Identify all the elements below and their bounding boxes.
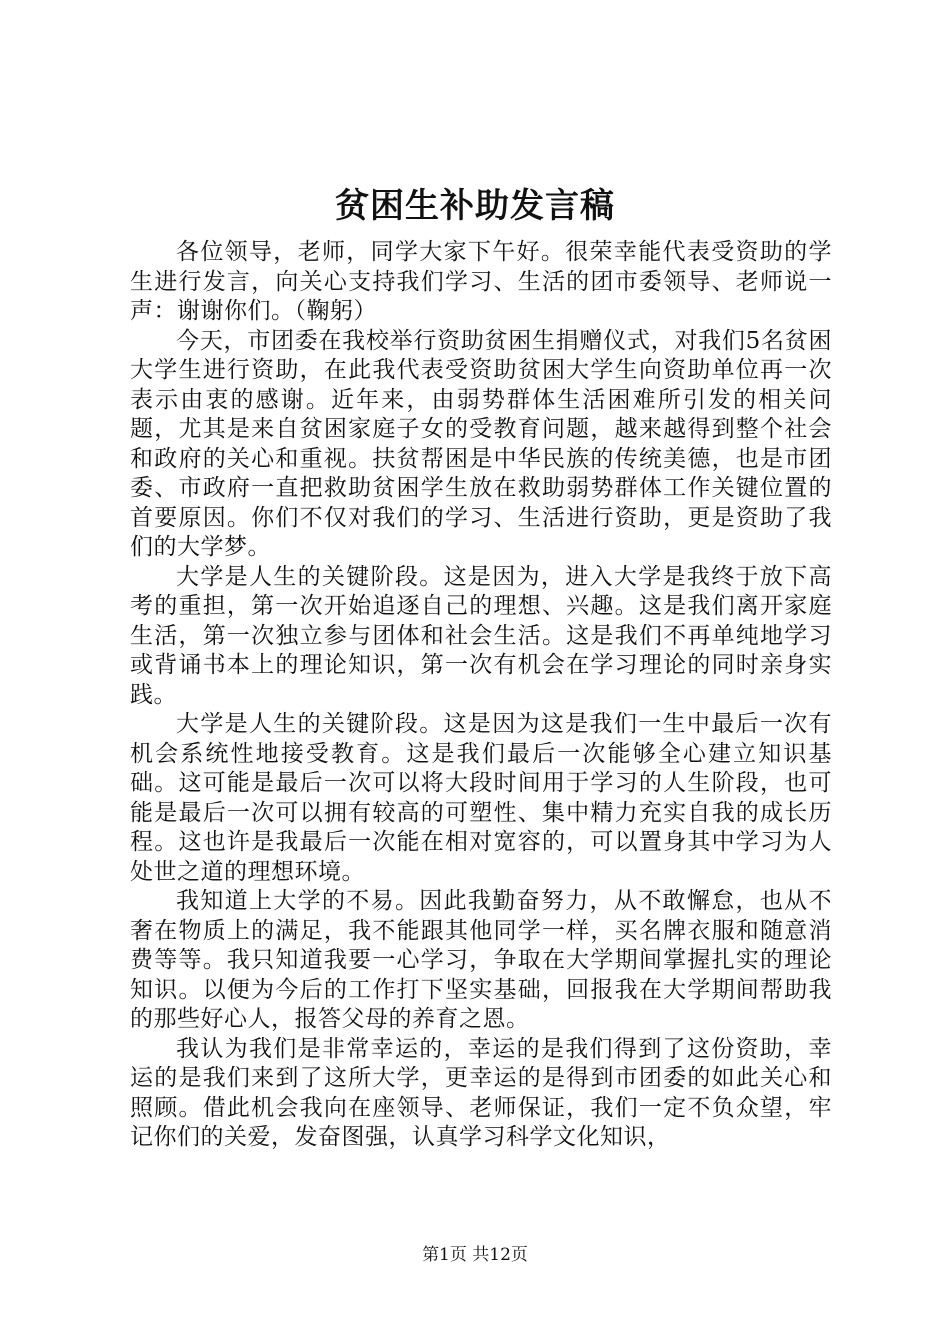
paragraph-greeting: 各位领导，老师，同学大家下午好。很荣幸能代表受资助的学生进行发言，向关心支持我们学习、生活的团市委领导、老师说一声：谢谢你们。（鞠躬）	[130, 239, 832, 324]
paragraph-gratitude: 我认为我们是非常幸运的，幸运的是我们得到了这份资助，幸运的是我们来到了这所大学，更幸运的是得到市团委的如此关心和照顾。借此机会我向在座领导、老师保证，我们一定不负众望，牢记你们的关爱，发奋图强，认真学习科学文化知识，	[130, 1035, 832, 1150]
paragraph-university-stage-1: 大学是人生的关键阶段。这是因为，进入大学是我终于放下高考的重担，第一次开始追逐自己的理想、兴趣。这是我们离开家庭生活，第一次独立参与团体和社会生活。这是我们不再单纯地学习或背诵书本上的理论知识，第一次有机会在学习理论的同时亲身实践。	[130, 563, 832, 708]
document-title: 贫困生补助发言稿	[335, 186, 615, 226]
paragraph-hard-work: 我知道上大学的不易。因此我勤奋努力，从不敢懈怠，也从不奢在物质上的满足，我不能跟其他同学一样，买名牌衣服和随意消费等等。我只知道我要一心学习，争取在大学期间掌握扎实的理论知识。以便为今后的工作打下坚实基础，回报我在大学期间帮助我的那些好心人，报答父母的养育之恩。	[130, 888, 832, 1032]
document-body	[130, 238, 832, 1153]
paragraph-ceremony: 今天，市团委在我校举行资助贫困生捐赠仪式，对我们5名贫困大学生进行资助，在此我代表受资助贫困大学生向资助单位再一次表示由衷的感谢。近年来，由弱势群体生活困难所引发的相关问题，尤其是来自贫困家庭子女的受教育问题，越来越得到整个社会和政府的关心和重视。扶贫帮困是中华民族的传统美德，也是市团委、市政府一直把救助贫困学生放在救助弱势群体工作关键位置的首要原因。你们不仅对我们的学习、生活进行资助，更是资助了我们的大学梦。	[130, 327, 832, 560]
paragraph-university-stage-2: 大学是人生的关键阶段。这是因为这是我们一生中最后一次有机会系统性地接受教育。这是我们最后一次能够全心建立知识基础。这可能是最后一次可以将大段时间用于学习的人生阶段，也可能是最后一次可以拥有较高的可塑性、集中精力充实自我的成长历程。这也许是我最后一次能在相对宽容的，可以置身其中学习为人处世之道的理想环境。	[130, 711, 832, 885]
page-number-footer: 第1页 共12页	[422, 1245, 528, 1265]
